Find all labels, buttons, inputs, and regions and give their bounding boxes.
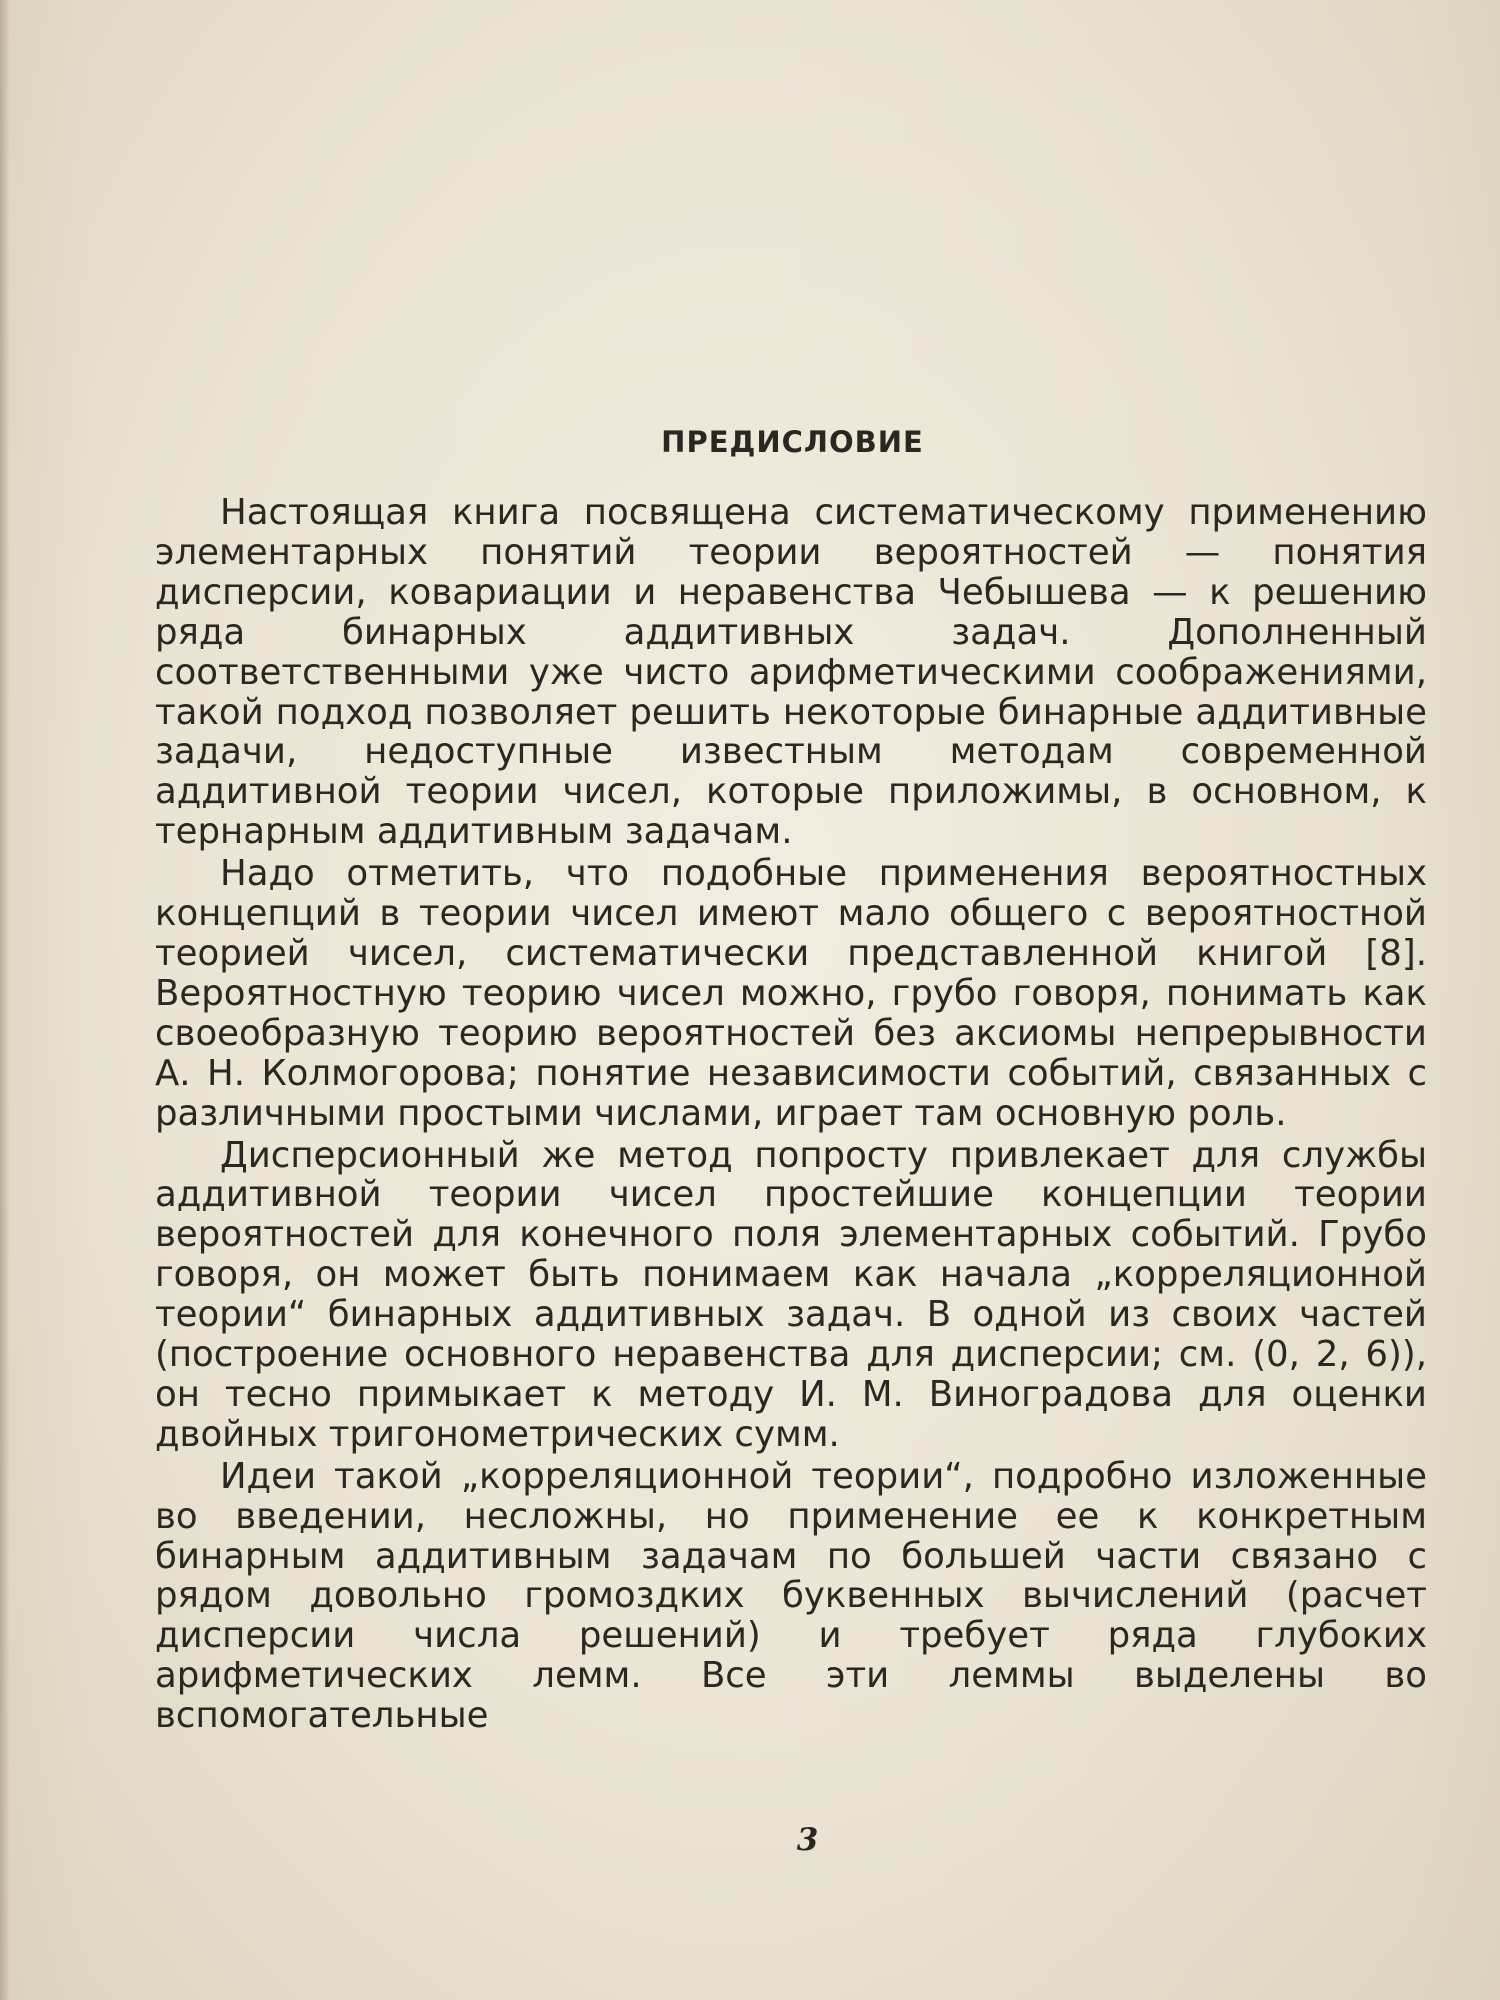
page-number: 3	[796, 1822, 819, 1858]
paragraph: Дисперсионный же метод попросту привлекает для службы аддитивной теории чисел простейшие концепции теории вероятностей для конечного поля элементарных событий. Грубо говоря, он может быть понимаем как начала „корреляционной теории“ бинарных аддитивных задач. В одной из своих частей (построение основного неравенства для дисперсии; см. (0, 2, 6)), он тесно примыкает к методу И. М. Виноградова для оценки двойных тригонометрических сумм.	[155, 1134, 1427, 1455]
body-text	[155, 493, 1427, 1736]
paragraph: Надо отметить, что подобные применения вероятностных концепций в теории чисел имеют мало общего с вероятностной теорией чисел, систематически представленной книгой [8]. Вероятностную теорию чисел можно, грубо говоря, понимать как своеобразную теорию вероятностей без аксиомы непрерывности А. Н. Колмогорова; понятие независимости событий, связанных с различными простыми числами, играет там основную роль.	[155, 853, 1427, 1134]
page-heading: ПРЕДИСЛОВИЕ	[661, 425, 924, 459]
paragraph: Идеи такой „корреляционной теории“, подробно изложенные во введении, несложны, но применение ее к конкретным бинарным аддитивным задачам по большей части связано с рядом довольно громоздких буквенных вычислений (расчет дисперсии числа решений) и требует ряда глубоких арифметических лемм. Все эти леммы выделены во вспомогательные	[155, 1455, 1427, 1737]
page-binding-edge	[0, 0, 10, 2000]
paragraph: Настоящая книга посвящена систематическому применению элементарных понятий теории вероятностей — понятия дисперсии, ковариации и неравенства Чебышева — к решению ряда бинарных аддитивных задач. Дополненный соответственными уже чисто арифметическими соображениями, такой подход позволяет решить некоторые бинарные аддитивные задачи, недоступные известным методам современной аддитивной теории чисел, которые приложимы, в основном, к тернарным аддитивным задачам.	[155, 492, 1427, 853]
